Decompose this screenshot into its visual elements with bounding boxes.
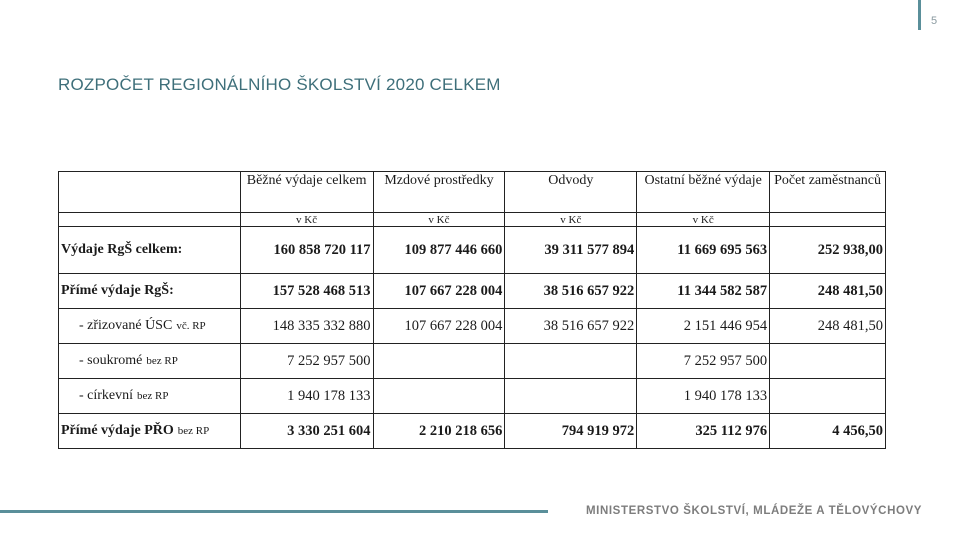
cell-value: 248 481,50 [770, 309, 886, 344]
row-label [59, 379, 241, 414]
slide-number: 5 [931, 15, 938, 27]
row-label-text: - zřizované ÚSC [79, 318, 173, 333]
row-label [59, 274, 241, 309]
cell-value [505, 344, 637, 379]
table-row [59, 379, 886, 414]
cell-value [373, 379, 505, 414]
unit-label: v Kč [692, 213, 714, 226]
unit-cell [240, 213, 373, 227]
cell-value: 1 940 178 133 [240, 379, 373, 414]
budget-table [58, 171, 886, 449]
row-label [59, 227, 241, 274]
page-title: ROZPOČET REGIONÁLNÍHO ŠKOLSTVÍ 2020 CELKEM [58, 75, 501, 94]
cell-value: 325 112 976 [637, 414, 770, 449]
cell-value: 1 940 178 133 [637, 379, 770, 414]
cell-value [770, 379, 886, 414]
row-note: bez RP [146, 355, 178, 367]
cell-value: 11 344 582 587 [637, 274, 770, 309]
slide-number-bar [918, 0, 921, 30]
cell-value: 2 210 218 656 [373, 414, 505, 449]
column-header: Běžné výdaje celkem [240, 172, 373, 213]
cell-value: 109 877 446 660 [373, 227, 505, 274]
row-note: vč. RP [176, 320, 206, 332]
row-label-text: Přímé výdaje PŘO [61, 423, 174, 438]
column-header: Odvody [505, 172, 637, 213]
row-label-text: Výdaje RgŠ celkem: [61, 242, 183, 257]
cell-value: 11 669 695 563 [637, 227, 770, 274]
column-header: Ostatní běžné výdaje [637, 172, 770, 213]
row-note: bez RP [137, 390, 169, 402]
row-label-text: Přímé výdaje RgŠ: [61, 283, 174, 298]
table-row [59, 227, 886, 274]
ministry-logo-text: MINISTERSTVO ŠKOLSTVÍ, MLÁDEŽE A TĚLOVÝCHOVY [586, 505, 923, 517]
cell-value: 107 667 228 004 [373, 309, 505, 344]
row-note: bez RP [177, 425, 210, 437]
cell-value: 148 335 332 880 [240, 309, 373, 344]
cell-value: 7 252 957 500 [240, 344, 373, 379]
unit-cell [637, 213, 770, 227]
cell-value: 160 858 720 117 [240, 227, 373, 274]
footer-divider [0, 510, 548, 513]
cell-value: 157 528 468 513 [240, 274, 373, 309]
row-label [59, 414, 241, 449]
row-label [59, 344, 241, 379]
unit-cell [373, 213, 505, 227]
table-row [59, 274, 886, 309]
unit-cell [505, 213, 637, 227]
unit-cell [770, 213, 886, 227]
column-header: Mzdové prostředky [373, 172, 505, 213]
table-row [59, 309, 886, 344]
cell-value: 107 667 228 004 [373, 274, 505, 309]
cell-value: 248 481,50 [770, 274, 886, 309]
cell-value: 39 311 577 894 [505, 227, 637, 274]
table-row [59, 414, 886, 449]
cell-value [505, 379, 637, 414]
table-header-row [59, 172, 886, 213]
cell-value: 7 252 957 500 [637, 344, 770, 379]
unit-empty-cell [59, 213, 241, 227]
table-row [59, 344, 886, 379]
cell-value: 794 919 972 [505, 414, 637, 449]
row-label [59, 309, 241, 344]
column-header: Počet zaměstnanců [770, 172, 886, 213]
cell-value: 3 330 251 604 [240, 414, 373, 449]
unit-label: v Kč [428, 213, 450, 226]
table-unit-row [59, 213, 886, 227]
cell-value [770, 344, 886, 379]
cell-value: 38 516 657 922 [505, 309, 637, 344]
header-empty-cell [59, 172, 241, 213]
unit-label: v Kč [560, 213, 582, 226]
row-label-text: - soukromé [79, 353, 143, 368]
cell-value [373, 344, 505, 379]
cell-value: 252 938,00 [770, 227, 886, 274]
row-label-text: - církevní [79, 388, 134, 403]
cell-value: 2 151 446 954 [637, 309, 770, 344]
unit-label: v Kč [296, 213, 318, 226]
cell-value: 4 456,50 [770, 414, 886, 449]
cell-value: 38 516 657 922 [505, 274, 637, 309]
